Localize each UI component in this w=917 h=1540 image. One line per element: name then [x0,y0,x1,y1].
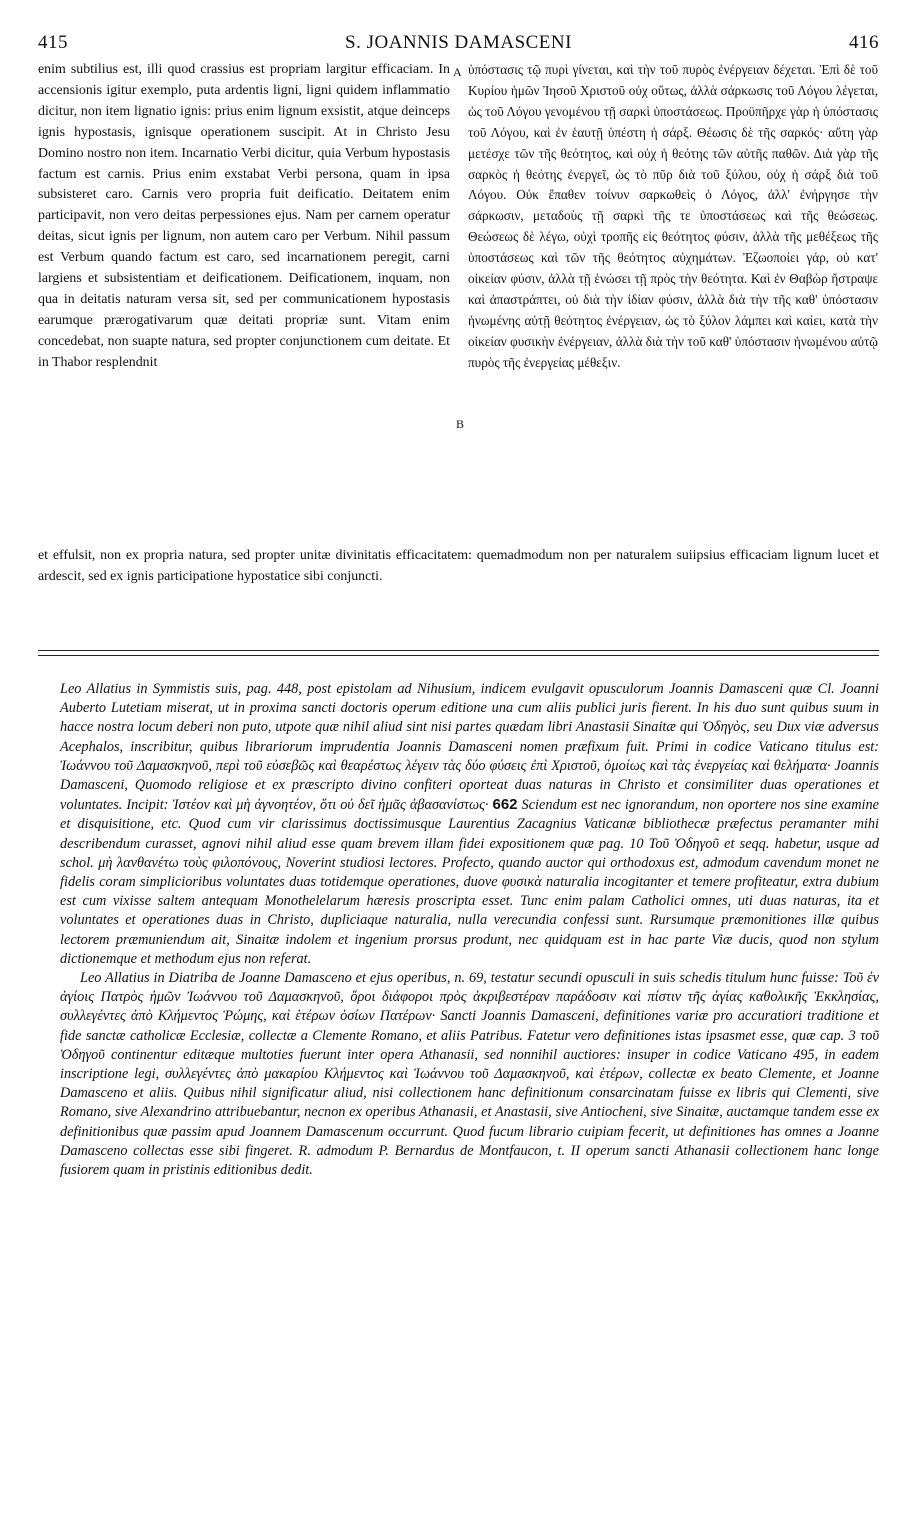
page-number-right: 416 [849,32,879,53]
separator-rule-bottom [38,655,879,656]
note-1-text-b: Sciendum est nec ignorandum, non oportere nos sine examine et disquisitione, etc. Quod cum vir clarissimus doctissimusque Laurentius Zacagnius Vaticanæ bibliothecæ præfectus peramanter mihi describendum curasset, agnovi nihil aliud esse quam brevem illam fidei expositionem quæ pag. 10 Τοῦ Ὁδηγοῦ et seqq. habetur, usque ad schol. μὴ λανθανέτω τοὺς φιλοπόνους, Noverint studiosi lectores. Profecto, quando auctor qui orthodoxus est, admodum cavendum monet ne fidelis coram simplicioribus voluntates duas totidemque operationes, duove φυσικὰ naturalia incogitanter et temere profiteatur, extra dubium est cum vixisse saltem antequam Monothelelarum hæresis proscripta esset. Tunc enim palam Catholici omnes, uti duas naturas, ita et voluntates et operationes duas in Christo, dupliciaque naturalia, nulla verecundia confessi sunt. Rursumque præmonitiones illæ quibus lectorem præmuniendum ait, Sinaitæ indolem et ingenium prorsus produnt, nec quidquam est in hac parte Viæ ducis, quod non stylum dictionemque et methodum ejus non referat. [60,797,880,967]
editorial-notes [60,680,879,1180]
latin-continuation: et effulsit, non ex propria natura, sed propter unitæ divinitatis efficacitatem: quemadmodum non per naturalem suiipsius efficaciam lignum lucet et ardescit, sed ex ignis participatione hypostatice sibi conjuncti. [38,548,879,584]
note-paragraph-2: Leo Allatius in Diatriba de Joanne Damasceno et ejus operibus, n. 69, testatur secundi opusculi in suis schedis titulum hunc fuisse: Τοῦ ἐν ἁγίοις Πατρὸς ἡμῶν Ἰωάννου τοῦ Δαμασκηνοῦ, ὅροι διάφοροι πρὸς ἀκριβεστέραν παράδοσιν καὶ πίστιν τῆς ἁγίας καθολικῆς Ἐκκλησίας, συλλεγέντες ἀπὸ Κλήμεντος Ῥώμης, καὶ ἑτέρων ὁσίων Πατέρων· Sancti Joannis Damasceni, definitiones variæ pro accuratiori traditione et fide sanctæ catholicæ Ecclesiæ, collectæ a Clemente Romano, et aliis Patribus. Fatetur vero definitiones istas ipsasmet esse, quæ cap. 3 τοῦ Ὁδηγοῦ continentur editæque multoties fuerunt inter opera Athanasii, sed nonnihil auctiores: insuper in codice Vaticano 495, in eadem inscriptione legi, συλλεγέντες ἀπὸ μακαρίου Κλήμεντος καὶ Ἰωάννου τοῦ Δαμασκηνοῦ, καὶ ἑτέρων, collectæ ex beato Clemente, et Joanne Damasceno et aliis. Quibus nihil significatur aliud, nisi collectionem hanc definitionum consarcinatam fuisse ex libris qui Clementi, sive Romano, sive Alexandrino attribuebantur, necnon ex operibus Athanasii, et Anastasii, sive Antiocheni, sive Sinaitæ, auctamque tandem esse ex definitionibus quæ passim apud Joannem Damascenum occurrunt. Quod fucum librario cuipiam fecerit, ut definitiones has omnes a Joanne Damasceno collectas esse sibi fingeret. R. admodum P. Bernardus de Montfaucon, t. II operum sancti Athanasii collectionem hanc longe fusiorem quam in pristinis editionibus dedit. [60,970,879,1179]
margin-marker-a: A [453,65,462,79]
two-column-text [38,60,879,545]
column-number: 662 [492,796,518,814]
note-paragraph-1 [60,680,879,969]
running-title: S. JOANNIS DAMASCENI [345,32,572,53]
greek-column: ὑπόστασις τῷ πυρὶ γίνεται, καὶ τὴν τοῦ πυρὸς ἐνέργειαν δέχεται. Ἐπὶ δὲ τοῦ Κυρίου ἡμῶν Ἰησοῦ Χριστοῦ οὐχ οὕτως, ἀλλὰ σάρκωσις τοῦ Λόγου λέγεται, ὡς τοῦ Λόγου γενομένου τῇ σαρκὶ ὑποστάσεως. Προϋπῆρχε γὰρ ἡ ὑπόστασις τοῦ Λόγου, καὶ ἐν ἑαυτῇ ὑπέστη ἡ σάρξ. Θέωσις δὲ τῆς σαρκός· αὕτη γὰρ μετέσχε τῶν τῆς θεότητος, καὶ οὐχ ἡ θεότης τῶν αὐτῆς παθῶν. Διὰ γὰρ τῆς σαρκὸς ἡ θεότης ἐνεργεῖ, ὡς τὸ πῦρ διὰ τοῦ ξύλου, οὐχ ἡ σάρξ διὰ τοῦ Λόγου. Οὐκ ἔπαθεν τοίνυν σαρκωθεὶς ὁ Λόγος, ἀλλ' ἐνήργησε τὴν σάρκωσιν, μεταδοὺς τῇ σαρκὶ τῆς τε ὑποστάσεως καὶ τῆς θεώσεως. Θεώσεως δὲ λέγω, οὐχὶ τροπῆς εἰς θεότητος φύσιν, ἀλλὰ τῆς μεθέξεως τῆς ὑποστάσεως καὶ τῶν τῆς θεότητος αὐχημάτων. Ἐζωοποίει γάρ, οὐ κατ' οἰκείαν φύσιν, ἀλλὰ τῇ ἑνώσει τῇ πρὸς τὴν θεότητα. Καὶ ἐν Θαβὼρ ἤστραψε καὶ ἀπαστράπτει, οὐ διὰ τὴν ἰδίαν φύσιν, ἀλλὰ διὰ τὴν τῆς καθ' ὑπόστασιν ἡνωμένης αὐτῇ θεότητος ἐνέργειαν, ὡς τὸ ξύλον λάμπει καὶ καίει, κατὰ τὴν οἰκείαν φυσικὴν ἐνέργειαν, ἀλλὰ διὰ τὴν τοῦ καθ' ὑπόστασιν ἡνωμένου αὐτῷ πυρὸς τῆς ἐνεργείας μέθεξιν. [468,62,878,370]
page-number-left: 415 [38,32,68,53]
latin-column: enim subtilius est, illi quod crassius est propriam largitur efficaciam. In accensionis igitur exemplo, puta ardentis ligni, ligni quidem inflammatio dicitur, non item lignatio ignis: prius enim lignum exsistit, atque deinceps ignis hypostasis, ignisque operationem suscipit. At in Christo Jesu Domino nostro non item. Incarnatio Verbi dicitur, quia Verbum hypostasis factum est carnis. Prius enim exstabat Verbi persona, quam in ipsa subsisteret caro. Carnis vero propria fuit deificatio. Deitatem enim participavit, non vero deitas perpessiones ejus. Nam per carnem operatur deitas, sicut ignis per lignum, non autem caro per Verbum. Nihil passum est Verbum quando factum est caro, sed incarnationem peregit, carni largiens et subsistentiam et deificationem. Deificationem, inquam, non qua in deitatis naturam versa sit, sed per communicationem hypostasis earumque prærogativarum quæ deitati propriæ sunt. Vitam enim concedebat, non suapte natura, sed propter conjunctionem cum deitate. Et in Thabor resplendnit [38,62,450,370]
note-1-text-a: Leo Allatius in Symmistis suis, pag. 448, post epistolam ad Nihusium, indicem evulgavit opusculorum Joannis Damasceni quæ Cl. Joanni Auberto Lutetiam miserat, ut in proxima sancti doctoris operum editione una cum aliis publici juris fierent. In his duo sunt quibus suum in hacce nostra locum deberi non puto, utpote quæ nihil aliud sint nisi partes quædam libri Anastasii Sinaitæ qui Ὁδηγὸς, seu Dux viæ adversus Acephalos, inscribitur, quibus librariorum imprudentia Joannis Damasceni nomen præfixum fuit. Primi in codice Vaticano titulus est: Ἰωάννου τοῦ Δαμασκηνοῦ, περὶ τοῦ εὐσεβῶς καὶ θεαρέστως λέγειν τὰς δύο φύσεις ἐπὶ Χριστοῦ, ὁμοίως καὶ τὰς ἐνεργείας καὶ θελήματα· Joannis Damasceni, Quomodo religiose et ex præscripto divino confiteri oporteat duas naturas in Christo et consimiliter duas operationes et voluntates. Incipit: Ἰστέον καὶ μὴ ἀγνοητέον, ὅτι οὐ δεῖ ἡμᾶς ἀβασανίστως· [60,681,879,814]
separator-rule-top [38,650,879,651]
margin-marker-b: B [456,417,465,431]
running-header [38,32,879,56]
